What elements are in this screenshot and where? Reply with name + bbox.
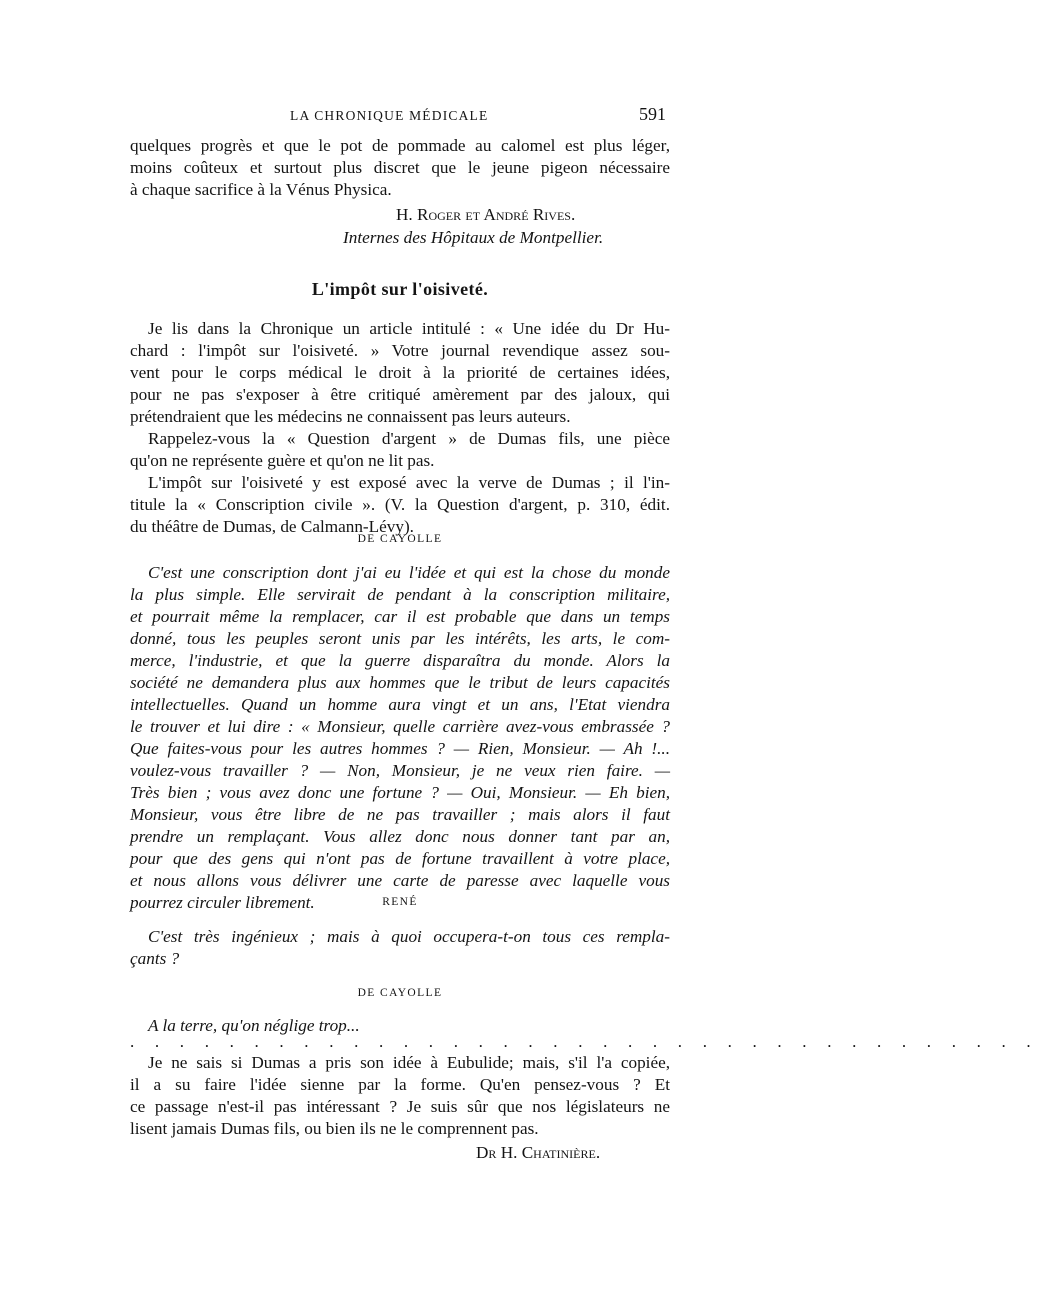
authors-affiliation: Internes des Hôpitaux de Montpellier. xyxy=(343,228,604,247)
paragraph-line: ce passage n'est-il pas intéressant ? Je suis sûr que nos législateurs ne xyxy=(130,1097,670,1116)
speaker-name: DE CAYOLLE xyxy=(357,533,443,545)
paragraph-line: lisent jamais Dumas fils, ou bien ils ne le comprennent pas. xyxy=(130,1119,539,1138)
paragraph-line: il a su faire l'idée sienne par la forme. Qu'en pensez-vous ? Et xyxy=(130,1075,670,1094)
quote-line: et pourrait même la remplacer, car il est probable que dans un temps xyxy=(130,607,670,626)
quote-line: C'est très ingénieux ; mais à quoi occupera-t-on tous ces rempla- xyxy=(148,927,670,946)
quote-line: merce, l'industrie, et que la guerre disparaîtra du monde. Alors la xyxy=(130,651,670,670)
authors-signature: H. Roger et André Rives. xyxy=(396,205,576,224)
quote-line: le trouver et lui dire : « Monsieur, quelle carrière avez-vous embrassée ? xyxy=(130,717,670,736)
speaker-name: RENÉ xyxy=(382,896,418,908)
quote-line: pourrez circuler librement. xyxy=(130,893,315,912)
ellipsis-divider: . . . . . . . . . . . . . . . . . . . . . . . . . . . . . . . . . . . . . xyxy=(130,1032,1039,1051)
signature: Dr H. Chatinière. xyxy=(476,1143,601,1162)
paragraph-line: Je lis dans la Chronique un article intitulé : « Une idée du Dr Hu- xyxy=(148,319,670,338)
quote-line: donné, tous les peuples seront unis par les intérêts, les arts, le com- xyxy=(130,629,670,648)
speaker-name: DE CAYOLLE xyxy=(357,987,443,999)
intro-line: à chaque sacrifice à la Vénus Physica. xyxy=(130,180,392,199)
quote-line: prendre un remplaçant. Vous allez donc nous donner tant par an, xyxy=(130,827,670,846)
quote-line: çants ? xyxy=(130,949,180,968)
paragraph-line: vent pour le corps médical le droit à la priorité de certaines idées, xyxy=(130,363,670,382)
article-title: L'impôt sur l'oisiveté. xyxy=(311,279,489,299)
quote-line: la plus simple. Elle servirait de pendant à la conscription militaire, xyxy=(130,585,670,604)
quote-line: Très bien ; vous avez donc une fortune ? — Oui, Monsieur. — Eh bien, xyxy=(130,783,670,802)
quote-line: intellectuelles. Quand un homme aura vingt et un ans, l'Etat viendra xyxy=(130,695,670,714)
paragraph-line: titule la « Conscription civile ». (V. la Question d'argent, p. 310, édit. xyxy=(130,495,670,514)
paragraph-line: chard : l'impôt sur l'oisiveté. » Votre journal revendique assez sou- xyxy=(130,341,670,360)
paragraph-line: Je ne sais si Dumas a pris son idée à Eubulide; mais, s'il l'a copiée, xyxy=(148,1053,670,1072)
quote-line: Que faites-vous pour les autres hommes ? — Rien, Monsieur. — Ah !... xyxy=(130,739,670,758)
quote-line: et nous allons vous délivrer une carte de paresse avec laquelle vous xyxy=(130,871,670,890)
paragraph-line: pour ne pas s'exposer à être critiqué amèrement par des jaloux, qui xyxy=(130,385,670,404)
quote-line: Monsieur, vous être libre de ne pas travailler ; mais alors il faut xyxy=(130,805,670,824)
page-number: 591 xyxy=(639,104,666,124)
quote-line: société ne demandera plus aux hommes que le tribut de leurs capacités xyxy=(130,673,670,692)
intro-line: moins coûteux et surtout plus discret que le jeune pigeon nécessaire xyxy=(130,158,670,177)
paragraph-line: du théâtre de Dumas, de Calmann-Lévy). xyxy=(130,517,414,536)
quote-line: voulez-vous travailler ? — Non, Monsieur, je ne veux rien faire. — xyxy=(130,761,670,780)
quote-line: C'est une conscription dont j'ai eu l'idée et qui est la chose du monde xyxy=(148,563,670,582)
quote-line: pour que des gens qui n'ont pas de fortune travaillent à votre place, xyxy=(130,849,670,868)
paragraph-line: qu'on ne représente guère et qu'on ne lit pas. xyxy=(130,451,435,470)
running-header: LA CHRONIQUE MÉDICALE xyxy=(290,108,489,123)
paragraph-line: Rappelez-vous la « Question d'argent » de Dumas fils, une pièce xyxy=(148,429,670,448)
intro-line: quelques progrès et que le pot de pommade au calomel est plus léger, xyxy=(130,136,670,155)
paragraph-line: L'impôt sur l'oisiveté y est exposé avec la verve de Dumas ; il l'in- xyxy=(148,473,670,492)
quote-line: A la terre, qu'on néglige trop... xyxy=(148,1016,360,1035)
paragraph-line: prétendraient que les médecins ne connaissent pas leurs auteurs. xyxy=(130,407,571,426)
